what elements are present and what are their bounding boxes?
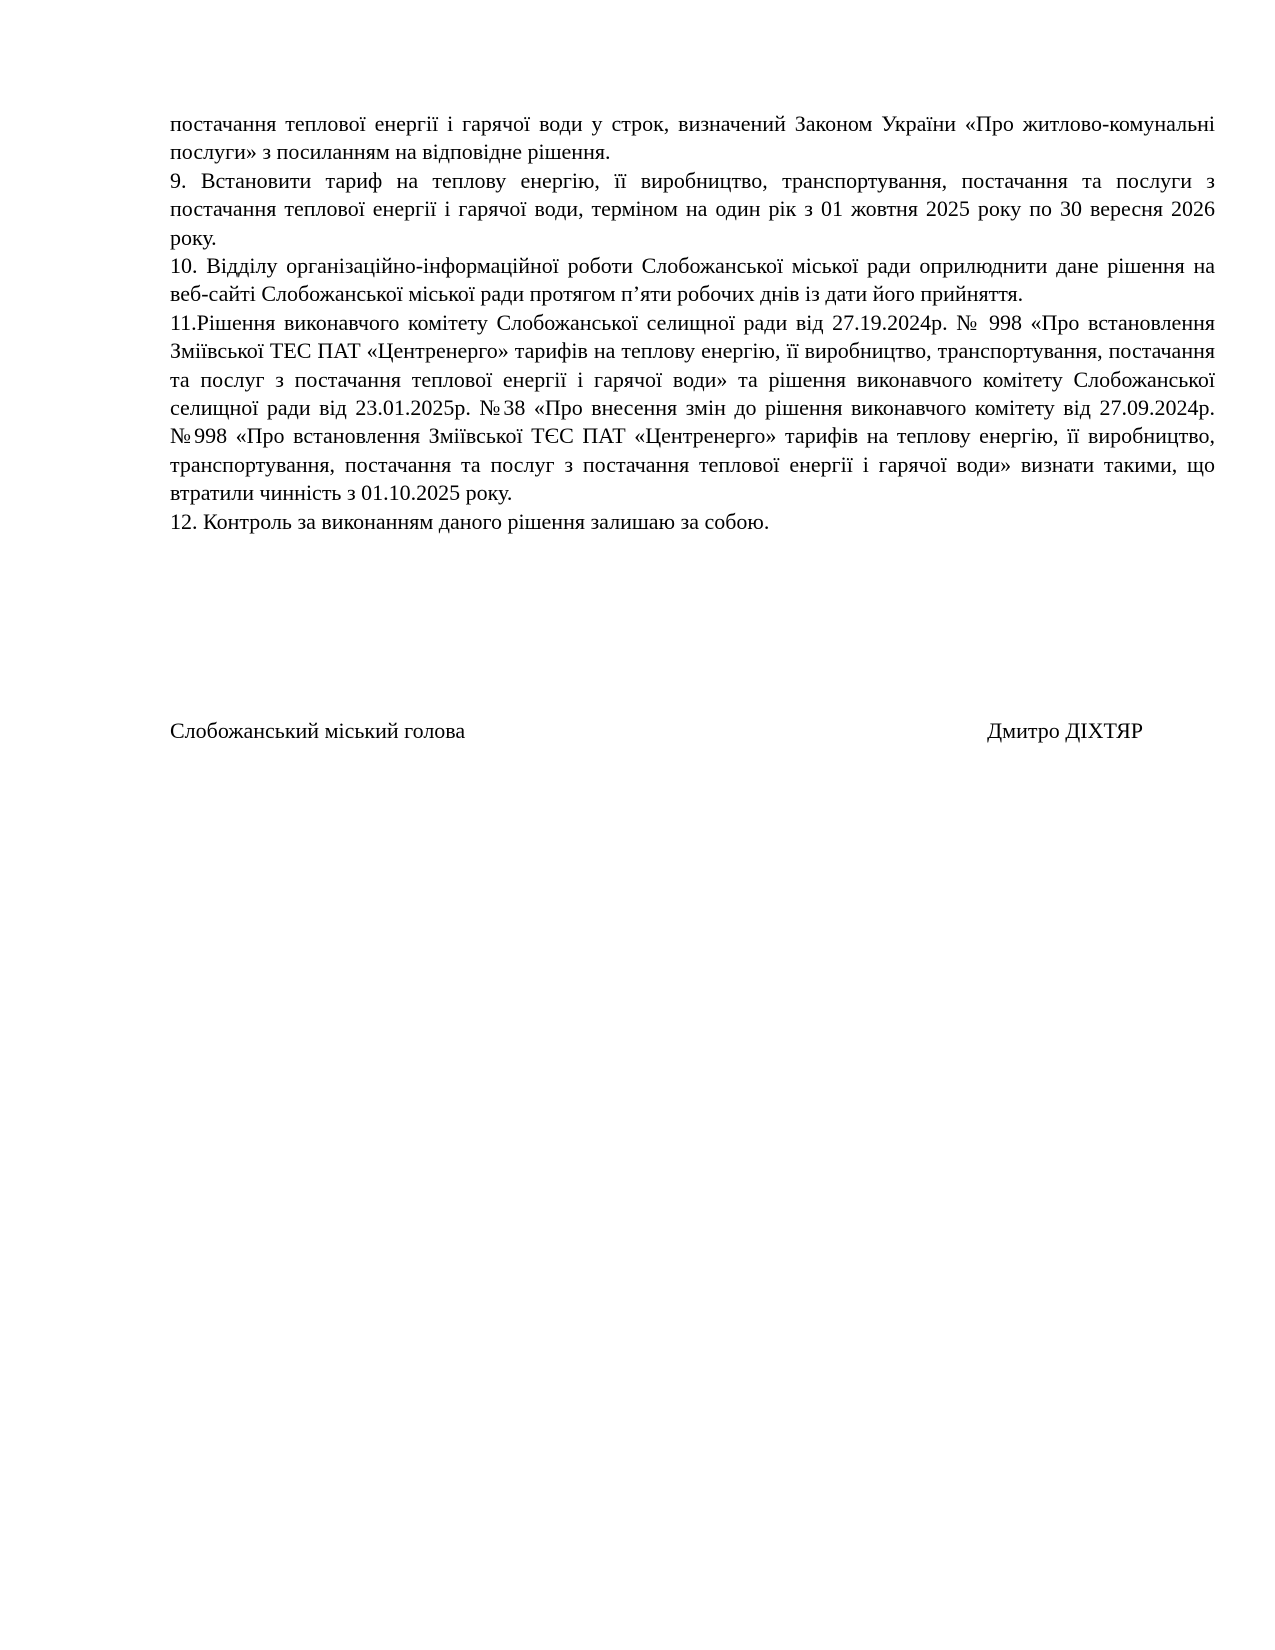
signature-row (170, 717, 1215, 745)
resolution-item-9: 9. Встановити тариф на теплову енергію, її виробництво, транспортування, постачання та послуги з постачання теплової енергії і гарячої води, терміном на один рік з 01 жовтня 2025 року по 30 вересня 2026 року. (170, 167, 1215, 250)
resolution-item-12: 12. Контроль за виконанням даного рішення залишаю за собою. (170, 508, 770, 534)
signatory-title: Слобожанський міський голова (170, 718, 466, 743)
document-body-text (170, 110, 1215, 536)
signatory-name: Дмитро ДІХТЯР (987, 718, 1143, 743)
resolution-item-11: 11.Рішення виконавчого комітету Слобожанської селищної ради від 27.19.2024р. № 998 «Про встановлення Зміївської ТЕС ПАТ «Центренерго» тарифів на теплову енергію, її виробництво, транспортування, постачання та послуг з постачання теплової енергії і гарячої води» та рішення виконавчого комітету Слобожанської селищної ради від 23.01.2025р. №38 «Про внесення змін до рішення виконавчого комітету від 27.09.2024р. №998 «Про встановлення Зміївської ТЄС ПАТ «Центренерго» тарифів на теплову енергію, її виробництво, транспортування, постачання та послуг з постачання теплової енергії і гарячої води» визнати такими, що втратили чинність з 01.10.2025 року. (170, 309, 1215, 506)
resolution-item-10: 10. Відділу організаційно-інформаційної роботи Слобожанської міської ради оприлюднити дане рішення на веб-сайті Слобожанської міської ради протягом п’яти робочих днів із дати його прийняття. (170, 253, 1215, 307)
continuation-paragraph: постачання теплової енергії і гарячої води у строк, визначений Законом України «Про житлово-комунальні послуги» з посиланням на відповідне рішення. (170, 111, 1215, 165)
